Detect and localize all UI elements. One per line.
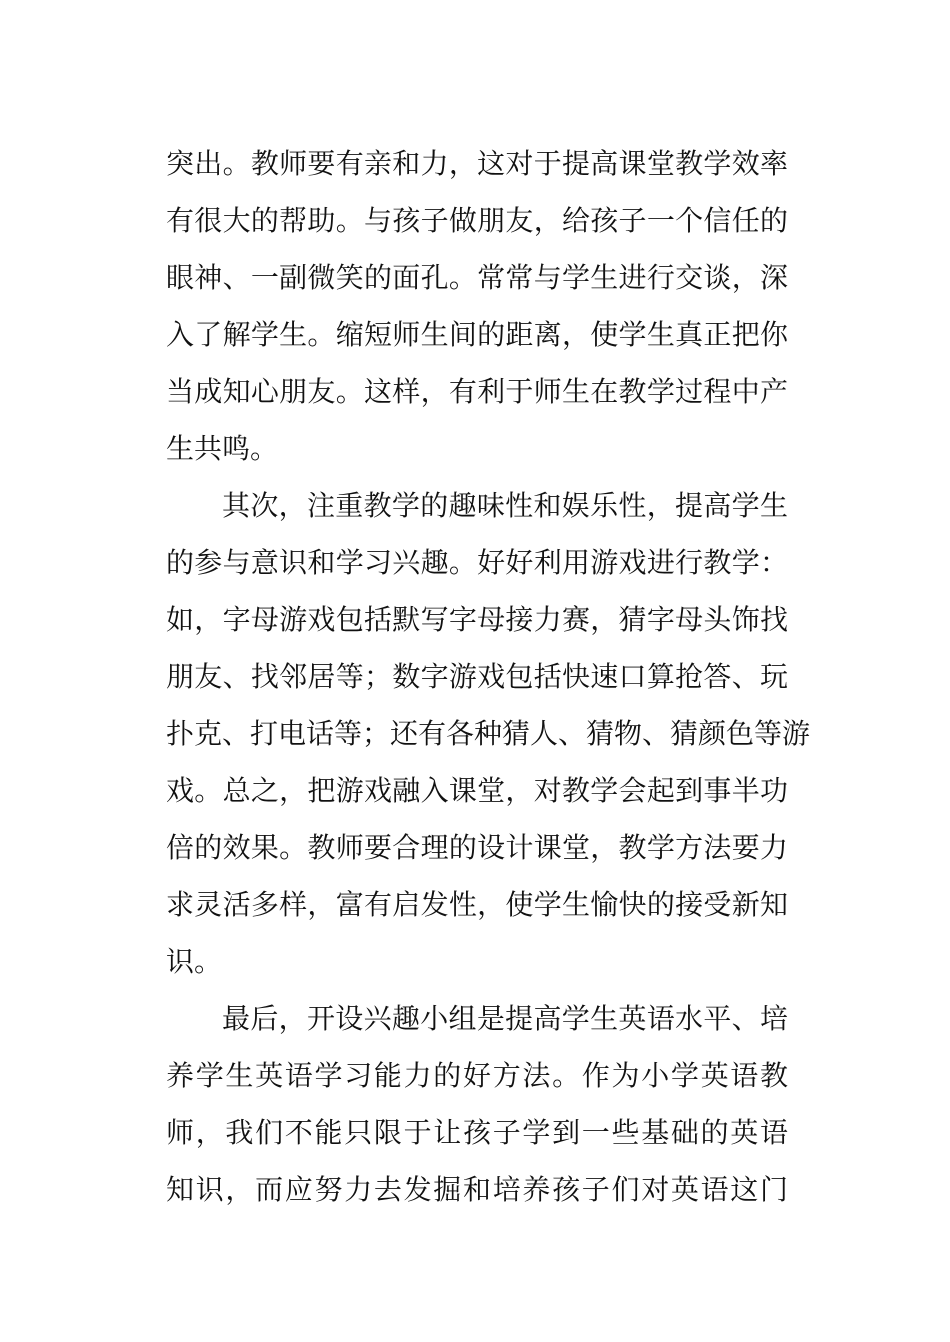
text-line: 戏。总之，把游戏融入课堂，对教学会起到事半功 xyxy=(166,774,788,807)
text-line: 如，字母游戏包括默写字母接力赛，猜字母头饰找 xyxy=(166,603,788,636)
text-line: 入了解学生。缩短师生间的距离，使学生真正把你 xyxy=(166,318,788,351)
text-line: 知识，而应努力去发掘和培养孩子们对英语这门 xyxy=(166,1173,788,1206)
text-line: 师，我们不能只限于让孩子学到一些基础的英语 xyxy=(166,1116,788,1149)
paragraph-3 xyxy=(166,990,788,1218)
paragraph-1 xyxy=(166,135,788,477)
text-line: 其次，注重教学的趣味性和娱乐性，提高学生 xyxy=(222,489,788,522)
text-line: 生共鸣。 xyxy=(166,432,279,465)
body-text xyxy=(166,135,811,1218)
text-line: 识。 xyxy=(166,945,223,978)
text-line: 眼神、一副微笑的面孔。常常与学生进行交谈，深 xyxy=(166,261,788,294)
text-line: 突出。教师要有亲和力，这对于提高课堂教学效率 xyxy=(166,147,788,180)
text-line: 有很大的帮助。与孩子做朋友，给孩子一个信任的 xyxy=(166,204,788,237)
text-line: 求灵活多样，富有启发性，使学生愉快的接受新知 xyxy=(166,888,788,921)
text-line: 当成知心朋友。这样，有利于师生在教学过程中产 xyxy=(166,375,788,408)
text-line: 扑克、打电话等；还有各种猜人、猜物、猜颜色等游 xyxy=(166,717,811,750)
text-line: 最后，开设兴趣小组是提高学生英语水平、培 xyxy=(222,1002,788,1035)
text-line: 养学生英语学习能力的好方法。作为小学英语教 xyxy=(166,1059,788,1092)
text-line: 朋友、找邻居等；数字游戏包括快速口算抢答、玩 xyxy=(166,660,788,693)
text-line: 的参与意识和学习兴趣。好好利用游戏进行教学： xyxy=(166,546,788,579)
paragraph-2 xyxy=(166,477,811,990)
text-line: 倍的效果。教师要合理的设计课堂，教学方法要力 xyxy=(166,831,788,864)
